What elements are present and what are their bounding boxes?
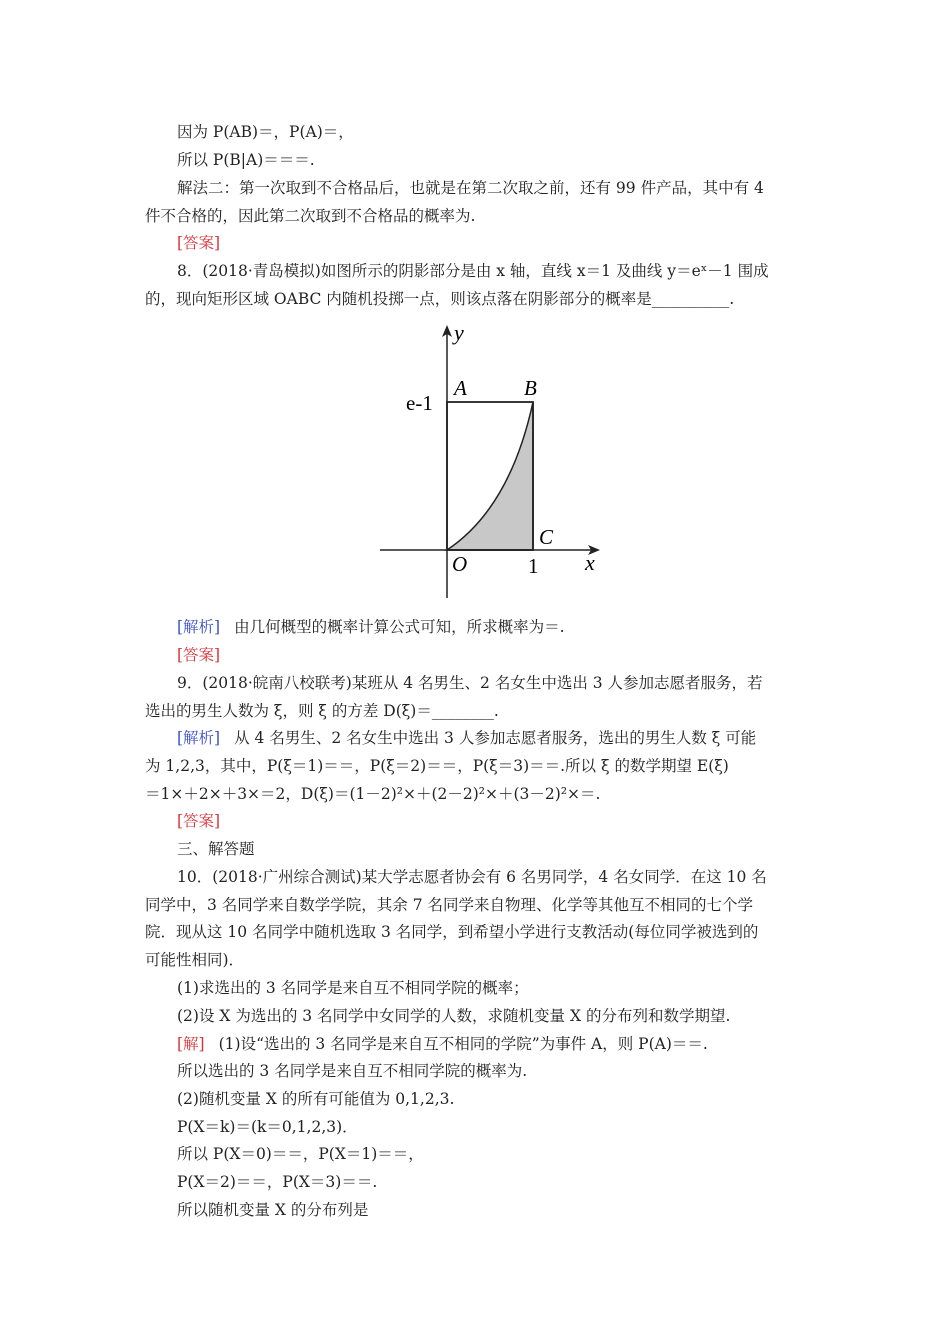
analysis-8 xyxy=(177,617,565,637)
text-line: (2)随机变量 X 的所有可能值为 0,1,2,3. xyxy=(177,1090,455,1108)
text-line: 所以 P(X＝0)＝＝，P(X＝1)＝＝， xyxy=(177,1145,424,1163)
analysis-text: 由几何概型的概率计算公式可知，所求概率为＝. xyxy=(234,618,565,636)
section-heading: 三、解答题 xyxy=(177,840,255,858)
label-b: B xyxy=(524,376,537,400)
text-line: (2)设 X 为选出的 3 名同学中女同学的人数，求随机变量 X 的分布列和数学期望. xyxy=(177,1007,731,1025)
solution-text: (1)设“选出的 3 名同学是来自互不相同的学院”为事件 A，则 P(A)＝＝. xyxy=(218,1035,708,1053)
x-axis-label: x xyxy=(585,550,595,575)
text-line: P(X＝2)＝＝，P(X＝3)＝＝. xyxy=(177,1173,378,1191)
x-tick-label: 1 xyxy=(528,554,539,578)
analysis-label: [解析] xyxy=(177,729,221,747)
text-line: 所以选出的 3 名同学是来自互不相同学院的概率为. xyxy=(177,1062,528,1080)
answer-label: [答案] xyxy=(177,646,221,664)
question-10: 10．(2018·广州综合测试)某大学志愿者协会有 6 名男同学，4 名女同学．在这 10 名 xyxy=(177,868,767,886)
text-line: (1)求选出的 3 名同学是来自互不相同学院的概率； xyxy=(177,979,529,997)
question-8-cont: 的，现向矩形区域 OABC 内随机投掷一点，则该点落在阴影部分的概率是__________. xyxy=(145,290,735,308)
text-line: 所以随机变量 X 的分布列是 xyxy=(177,1201,369,1219)
solution-label: [解] xyxy=(177,1035,205,1053)
analysis-text: 从 4 名男生、2 名女生中选出 3 人参加志愿者服务，选出的男生人数 ξ 可能 xyxy=(234,729,757,747)
answer-label: [答案] xyxy=(177,234,221,252)
text-line: P(X＝k)＝(k＝0,1,2,3)． xyxy=(177,1118,358,1136)
answer-label: [答案] xyxy=(177,812,221,830)
text-line: 可能性相同)． xyxy=(145,951,245,969)
text-line: 同学中，3 名同学来自数学学院，其余 7 名同学来自物理、化学等其他互不相同的七个学 xyxy=(145,896,754,914)
question-9-cont: 选出的男生人数为 ξ，则 ξ 的方差 D(ξ)＝________. xyxy=(145,702,499,720)
label-a: A xyxy=(454,376,467,400)
text-line: 件不合格的，因此第二次取到不合格品的概率为. xyxy=(145,207,476,225)
text-line: 院．现从这 10 名同学中随机选取 3 名同学，到希望小学进行支教活动(每位同学被选到的 xyxy=(145,923,759,941)
solution-10 xyxy=(177,1034,708,1054)
analysis-9 xyxy=(177,728,756,748)
text-line: ＝1×＋2×＋3×＝2，D(ξ)＝(1－2)²×＋(2－2)²×＋(3－2)²×＝. xyxy=(145,785,601,803)
figure-shaded-region xyxy=(370,318,610,603)
text-line: 解法二：第一次取到不合格品后，也就是在第二次取之前，还有 99 件产品，其中有 4 xyxy=(177,179,764,197)
text-line: 因为 P(AB)＝，P(A)＝， xyxy=(177,123,354,141)
text-line: 为 1,2,3，其中，P(ξ＝1)＝＝，P(ξ＝2)＝＝，P(ξ＝3)＝＝.所以 ξ 的数学期望 E(ξ) xyxy=(145,757,729,775)
text-line: 所以 P(B|A)＝＝＝. xyxy=(177,151,315,169)
label-c: C xyxy=(539,525,554,549)
y-axis-label: y xyxy=(454,320,464,345)
label-o: O xyxy=(452,552,468,576)
question-9: 9．(2018·皖南八校联考)某班从 4 名男生、2 名女生中选出 3 人参加志愿者服务，若 xyxy=(177,674,763,692)
shaded-region xyxy=(447,402,533,550)
analysis-label: [解析] xyxy=(177,618,221,636)
question-8: 8．(2018·青岛模拟)如图所示的阴影部分是由 x 轴，直线 x＝1 及曲线 y＝eˣ－1 围成 xyxy=(177,262,769,280)
y-tick-label: e-1 xyxy=(406,391,433,415)
